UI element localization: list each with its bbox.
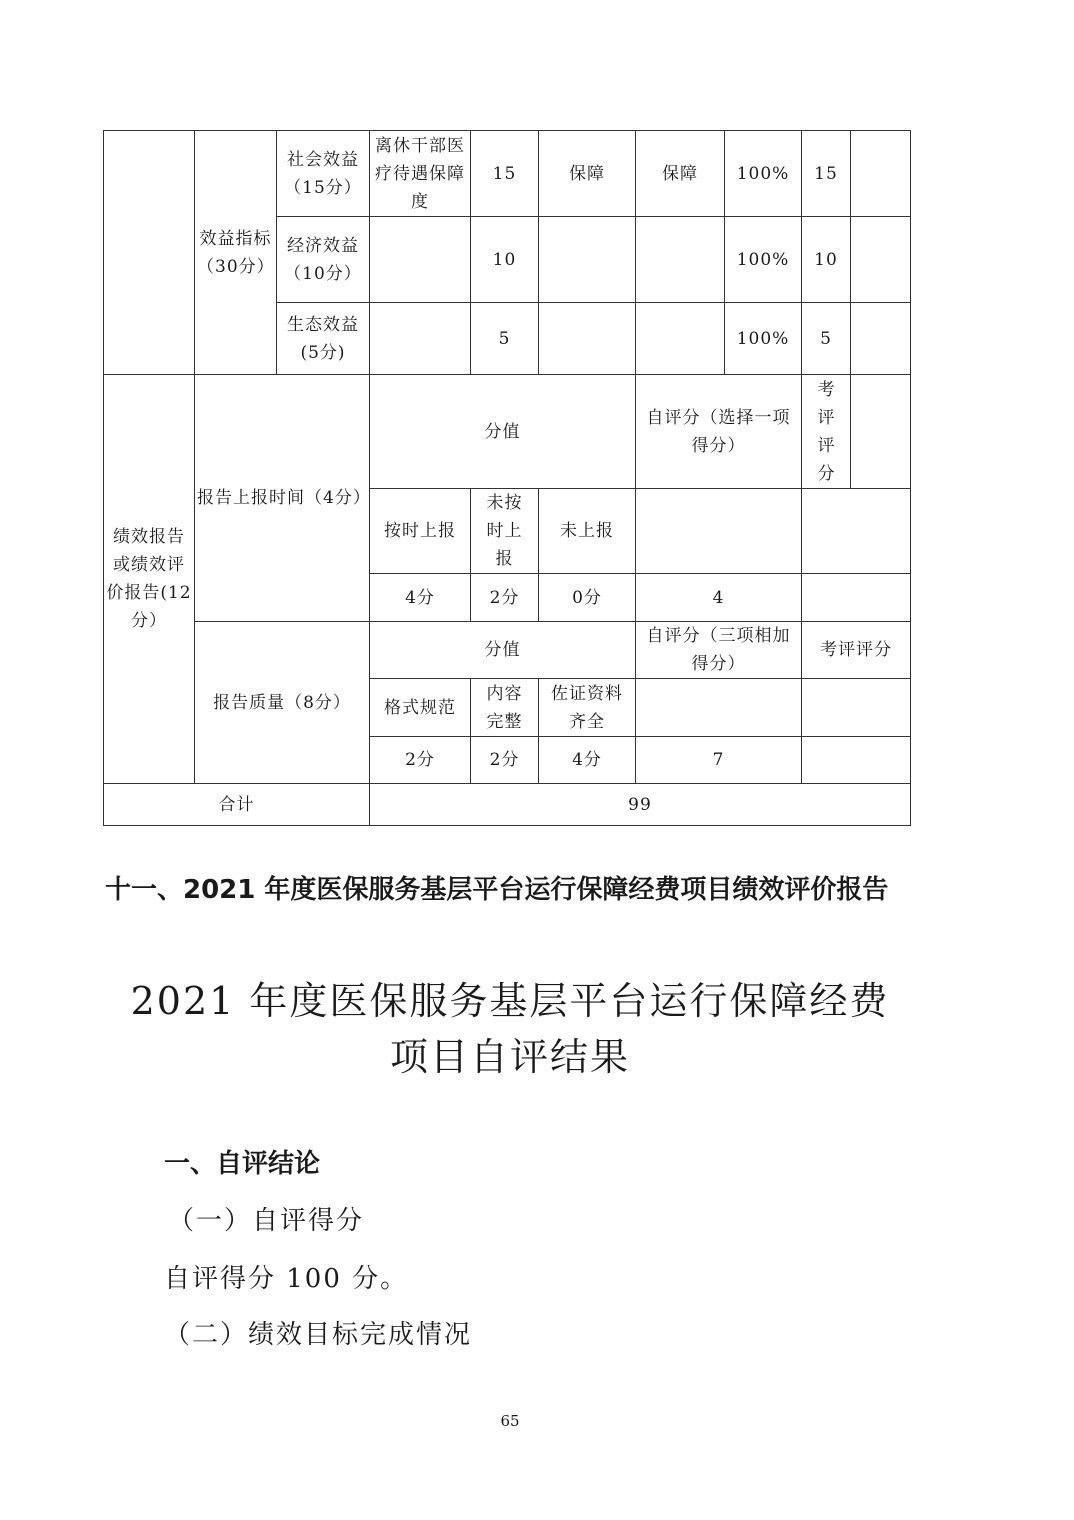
value-cell: 0分 xyxy=(539,574,636,622)
score-cell: 5 xyxy=(802,303,851,375)
review-score-cell xyxy=(802,737,911,784)
blank-cell xyxy=(851,375,911,489)
value-cell: 2分 xyxy=(471,737,539,784)
option-cell: 未上报 xyxy=(539,489,636,574)
table-row xyxy=(104,131,911,217)
review-cell xyxy=(851,131,911,217)
review-cell xyxy=(851,303,911,375)
review-score-cell xyxy=(802,679,911,737)
review-cell xyxy=(851,217,911,303)
target-cell: 保障 xyxy=(539,131,636,217)
review-score-header: 考评评分 xyxy=(802,622,911,679)
subsection-title: （二）绩效目标完成情况 xyxy=(164,1320,473,1350)
total-value: 99 xyxy=(370,784,911,826)
document-title-line2: 项目自评结果 xyxy=(389,1035,630,1079)
target-cell xyxy=(539,303,636,375)
target-cell xyxy=(539,217,636,303)
actual-cell: 保障 xyxy=(636,131,725,217)
value-header: 分值 xyxy=(370,622,636,679)
total-label: 合计 xyxy=(104,784,370,826)
review-score-cell xyxy=(802,489,911,574)
sub-indicator-cell: 经济效益（10分） xyxy=(277,217,370,303)
value-cell: 4分 xyxy=(539,737,636,784)
self-score-value: 7 xyxy=(636,737,802,784)
weight-cell: 15 xyxy=(471,131,539,217)
self-score-cell xyxy=(636,489,802,574)
value-cell: 4分 xyxy=(370,574,471,622)
option-cell: 未按时上报 xyxy=(471,489,539,574)
value-cell: 2分 xyxy=(471,574,539,622)
value-cell: 2分 xyxy=(370,737,471,784)
subsection-title: （一）自评得分 xyxy=(168,1206,365,1236)
paragraph: 自评得分 100 分。 xyxy=(164,1264,409,1294)
rate-cell: 100% xyxy=(725,217,802,303)
rate-cell: 100% xyxy=(725,303,802,375)
option-cell: 格式规范 xyxy=(370,679,471,737)
weight-cell: 10 xyxy=(471,217,539,303)
table-row xyxy=(104,622,911,679)
indicator-item-cell: 离休干部医疗待遇保障度 xyxy=(370,131,471,217)
review-score-header: 考评评分 xyxy=(802,375,851,489)
performance-table xyxy=(103,130,911,826)
self-score-header: 自评分（选择一项得分） xyxy=(636,375,802,489)
document-title-line1: 2021 年度医保服务基层平台运行保障经费 xyxy=(130,979,890,1023)
category-cell xyxy=(104,131,195,375)
indicator-item-cell xyxy=(370,217,471,303)
self-score-cell xyxy=(636,679,802,737)
sub-indicator-cell: 社会效益（15分） xyxy=(277,131,370,217)
report-category-cell: 绩效报告或绩效评价报告(12分） xyxy=(104,375,195,784)
review-score-cell xyxy=(802,574,911,622)
score-cell: 10 xyxy=(802,217,851,303)
weight-cell: 5 xyxy=(471,303,539,375)
self-score-value: 4 xyxy=(636,574,802,622)
value-header: 分值 xyxy=(370,375,636,489)
rate-cell: 100% xyxy=(725,131,802,217)
section-title: 一、自评结论 xyxy=(164,1149,321,1179)
report-time-label: 报告上报时间（4分） xyxy=(195,375,370,622)
option-cell: 按时上报 xyxy=(370,489,471,574)
indicator-item-cell xyxy=(370,303,471,375)
section-heading: 十一、2021 年度医保服务基层平台运行保障经费项目绩效评价报告 xyxy=(105,875,889,905)
option-cell: 佐证资料齐全 xyxy=(539,679,636,737)
page-number: 65 xyxy=(500,1412,520,1430)
benefit-indicator-cell: 效益指标（30分） xyxy=(195,131,277,375)
option-cell: 内容完整 xyxy=(471,679,539,737)
score-cell: 15 xyxy=(802,131,851,217)
sub-indicator-cell: 生态效益(5分) xyxy=(277,303,370,375)
table-row xyxy=(104,784,911,826)
actual-cell xyxy=(636,217,725,303)
actual-cell xyxy=(636,303,725,375)
table-row xyxy=(104,375,911,489)
self-score-header: 自评分（三项相加得分） xyxy=(636,622,802,679)
report-quality-label: 报告质量（8分） xyxy=(195,622,370,784)
